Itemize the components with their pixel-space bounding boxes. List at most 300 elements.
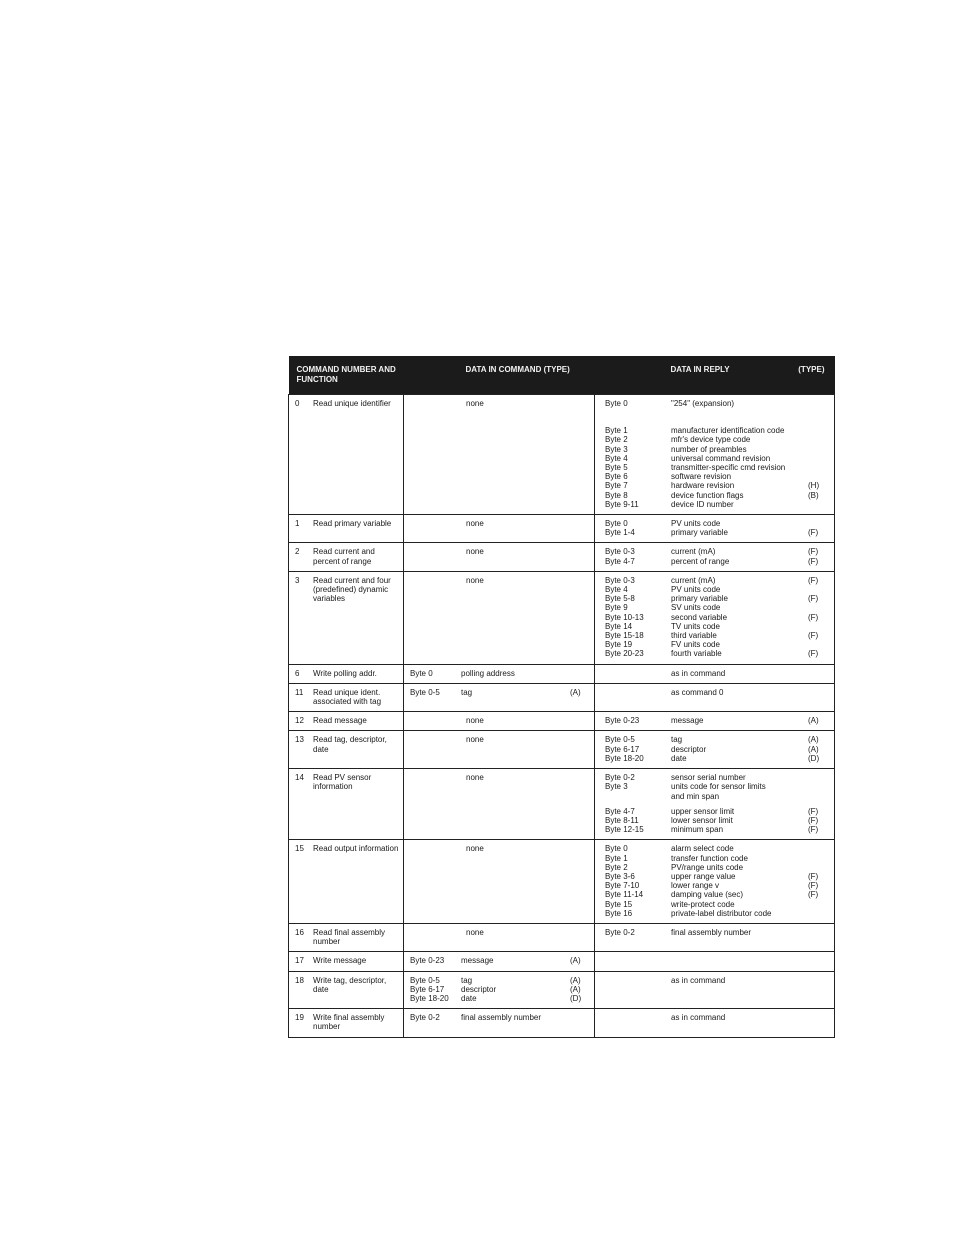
reply-data-line (605, 649, 830, 658)
command-data-line (410, 976, 590, 985)
data-type: (D) (570, 993, 582, 1003)
command-table-container (288, 356, 834, 1038)
data-description: device ID number (671, 499, 734, 509)
table-row (289, 515, 835, 543)
data-description: current (mA) (671, 547, 716, 557)
data-type (808, 976, 830, 985)
reply-data-line (605, 792, 830, 801)
header-data-in-command (404, 356, 595, 395)
data-description: transmitter-specific cmd revision (671, 463, 786, 473)
byte-range: Byte 5-8 (605, 594, 635, 604)
byte-range: Byte 8 (605, 490, 628, 500)
data-description: current (mA) (671, 575, 716, 585)
reply-data-line (605, 435, 830, 444)
data-type (570, 735, 590, 744)
byte-range: Byte 0-5 (605, 735, 635, 745)
command-data-line (410, 735, 590, 744)
byte-range: Byte 18-20 (410, 993, 449, 1003)
command-function: Write polling addr. (313, 668, 377, 678)
data-in-command-cell (404, 840, 595, 924)
command-number: 6 (295, 668, 300, 678)
reply-data-line (605, 735, 830, 744)
table-row (289, 712, 835, 731)
reply-data-line (605, 881, 830, 890)
data-type: (A) (570, 687, 581, 697)
command-number: 19 (295, 1013, 304, 1023)
command-function: Read message (313, 716, 367, 726)
reply-data-line (605, 613, 830, 622)
reply-data-line (605, 854, 830, 863)
data-in-command-cell (404, 952, 595, 971)
byte-range: Byte 4 (605, 453, 628, 463)
data-description: message (671, 716, 704, 726)
byte-range: Byte 15-18 (605, 631, 644, 641)
data-description: lower sensor limit (671, 815, 733, 825)
byte-range: Byte 1-4 (605, 528, 635, 538)
data-description: upper range value (671, 871, 736, 881)
data-in-reply-cell (595, 769, 835, 840)
byte-range: Byte 10-13 (605, 612, 644, 622)
table-row (289, 731, 835, 769)
data-description: PV units code (671, 519, 721, 529)
data-description: PV/range units code (671, 862, 744, 872)
byte-range: Byte 4-7 (605, 806, 635, 816)
command-function: Read PV sensor information (313, 773, 372, 792)
data-description: date (671, 753, 687, 763)
byte-range: Byte 9-11 (605, 499, 639, 509)
table-row (289, 923, 835, 951)
data-type (808, 792, 830, 801)
data-type: (F) (808, 547, 819, 557)
byte-range: Byte 6 (605, 472, 628, 482)
byte-range: Byte 11-14 (605, 890, 644, 900)
byte-range: Byte 7-10 (605, 881, 640, 891)
byte-range: Byte 0-2 (605, 773, 635, 783)
data-type (808, 863, 830, 872)
data-type (808, 669, 830, 678)
data-type (570, 519, 590, 528)
data-description: primary variable (671, 594, 728, 604)
data-type (808, 773, 830, 782)
byte-range: Byte 0 (605, 844, 628, 854)
data-in-command-cell (404, 571, 595, 664)
data-type: (F) (808, 594, 819, 604)
data-type: (F) (808, 825, 819, 835)
data-type (808, 519, 830, 528)
reply-data-line (605, 603, 830, 612)
data-type: (F) (808, 631, 819, 641)
command-function-cell (289, 571, 404, 664)
reply-data-line (605, 622, 830, 631)
byte-range: Byte 20-23 (605, 649, 644, 659)
data-in-command-cell (404, 1009, 595, 1037)
data-description: second variable (671, 612, 728, 622)
command-function-cell (289, 952, 404, 971)
command-function-cell (289, 543, 404, 571)
byte-range: Byte 1 (605, 853, 628, 863)
byte-range: Byte 0-5 (410, 687, 440, 697)
data-type: (A) (808, 716, 819, 726)
command-function: Read final assembly number (313, 927, 386, 947)
data-in-command-cell (404, 731, 595, 769)
data-in-reply-cell (595, 952, 835, 971)
byte-range: Byte 4-7 (605, 556, 635, 566)
data-type: (F) (808, 806, 819, 816)
byte-range: Byte 4 (605, 585, 628, 595)
command-function-cell (289, 923, 404, 951)
command-data-line (410, 1013, 590, 1022)
byte-range: Byte 19 (605, 640, 633, 650)
data-in-reply-cell (595, 731, 835, 769)
data-type (808, 909, 830, 918)
command-function-cell (289, 712, 404, 731)
command-function-cell (289, 971, 404, 1009)
table-header-row (289, 356, 835, 395)
data-description: as command 0 (671, 687, 724, 697)
table-body (289, 395, 835, 1038)
data-type (570, 773, 590, 782)
data-in-command-cell (404, 395, 595, 515)
data-description: none (466, 735, 484, 745)
data-in-reply-cell (595, 664, 835, 683)
data-description: descriptor (461, 984, 497, 994)
command-data-line (410, 688, 590, 697)
data-in-reply-cell (595, 683, 835, 711)
data-description: tag (461, 687, 473, 697)
reply-data-line (605, 754, 830, 763)
spacer (605, 408, 830, 426)
data-description: and min span (671, 791, 720, 801)
data-type: (F) (808, 575, 819, 585)
data-type: (D) (808, 753, 820, 763)
command-number: 1 (295, 519, 300, 529)
reply-data-line (605, 557, 830, 566)
reply-data-line (605, 890, 830, 899)
command-data-line (410, 928, 590, 937)
table-row (289, 571, 835, 664)
header-col3-label: DATA IN REPLY (670, 365, 730, 374)
command-function: Read current and percent of range (313, 547, 375, 566)
command-number: 3 (295, 575, 300, 585)
byte-range: Byte 6-17 (605, 744, 640, 754)
byte-range (605, 688, 671, 697)
data-type (808, 782, 830, 791)
data-description: device function flags (671, 490, 744, 500)
byte-range: Byte 2 (605, 862, 628, 872)
reply-data-line (605, 576, 830, 585)
table-row (289, 971, 835, 1009)
data-in-reply-cell (595, 712, 835, 731)
data-type (808, 463, 830, 472)
data-type (808, 585, 830, 594)
data-description: minimum span (671, 825, 724, 835)
data-description: universal command revision (671, 453, 771, 463)
command-function-cell (289, 515, 404, 543)
byte-range: Byte 3 (605, 782, 628, 792)
data-type (570, 1013, 590, 1022)
data-in-reply-cell (595, 971, 835, 1009)
data-description: none (466, 844, 484, 854)
byte-range (605, 792, 671, 801)
reply-data-line (605, 500, 830, 509)
data-in-reply-cell (595, 840, 835, 924)
data-description: tag (461, 975, 473, 985)
command-number: 12 (295, 716, 304, 726)
data-description: fourth variable (671, 649, 722, 659)
byte-range: Byte 0-5 (410, 975, 440, 985)
command-data-line (410, 576, 590, 585)
data-description: final assembly number (461, 1013, 542, 1023)
reply-data-line (605, 745, 830, 754)
hart-command-table (288, 356, 835, 1038)
command-function: Read output information (313, 844, 399, 854)
reply-data-line (605, 816, 830, 825)
data-type (808, 844, 830, 853)
command-function-cell (289, 683, 404, 711)
data-in-reply-cell (595, 1009, 835, 1037)
reply-data-line (605, 547, 830, 556)
reply-data-line (605, 463, 830, 472)
data-type: (F) (808, 890, 819, 900)
reply-data-line (605, 688, 830, 697)
command-function: Read primary variable (313, 519, 392, 529)
data-type (808, 445, 830, 454)
header-col2-type: (TYPE) (543, 365, 570, 374)
byte-range: Byte 0-3 (605, 575, 635, 585)
reply-data-line (605, 825, 830, 834)
table-row (289, 1009, 835, 1037)
reply-data-line (605, 773, 830, 782)
command-data-line (410, 547, 590, 556)
data-description: damping value (sec) (671, 890, 744, 900)
reply-data-line (605, 491, 830, 500)
command-data-line (410, 956, 590, 965)
data-description: primary variable (671, 528, 728, 538)
data-in-command-cell (404, 664, 595, 683)
byte-range (605, 976, 671, 985)
data-description: TV units code (671, 621, 720, 631)
command-number: 15 (295, 844, 304, 854)
reply-data-line (605, 472, 830, 481)
header-col2-label: DATA IN COMMAND (465, 365, 542, 374)
data-type: (A) (808, 735, 819, 745)
data-type (808, 622, 830, 631)
reply-data-line (605, 716, 830, 725)
command-function-cell (289, 1009, 404, 1037)
data-type (808, 399, 830, 408)
command-function: Read tag, descriptor, date (313, 735, 387, 754)
byte-range: Byte 0-3 (605, 547, 635, 557)
data-in-command-cell (404, 971, 595, 1009)
command-data-line (410, 399, 590, 408)
table-row (289, 664, 835, 683)
data-description: none (466, 547, 484, 557)
data-type: (F) (808, 815, 819, 825)
byte-range: Byte 0 (410, 668, 433, 678)
reply-data-line (605, 594, 830, 603)
reply-data-line (605, 631, 830, 640)
byte-range: Byte 2 (605, 435, 628, 445)
reply-data-line (605, 844, 830, 853)
byte-range: Byte 15 (605, 899, 633, 909)
data-description: units code for sensor limits (671, 782, 766, 792)
data-type (570, 844, 590, 853)
command-function: Write final assembly number (313, 1013, 385, 1032)
data-description: private-label distributor code (671, 908, 772, 918)
data-type (808, 426, 830, 435)
data-type (808, 900, 830, 909)
data-type: (F) (808, 871, 819, 881)
data-description: hardware revision (671, 481, 735, 491)
command-function-cell (289, 395, 404, 515)
command-data-line (410, 994, 590, 1003)
byte-range: Byte 18-20 (605, 753, 644, 763)
reply-data-line (605, 872, 830, 881)
data-type (570, 716, 590, 725)
byte-range: Byte 3 (605, 444, 628, 454)
data-description: as in command (671, 668, 726, 678)
data-description: none (466, 716, 484, 726)
data-in-command-cell (404, 769, 595, 840)
data-description: none (466, 773, 484, 783)
data-in-reply-cell (595, 571, 835, 664)
data-description: number of preambles (671, 444, 747, 454)
byte-range: Byte 12-15 (605, 825, 644, 835)
command-number: 18 (295, 975, 304, 985)
byte-range: Byte 1 (605, 426, 628, 436)
data-in-command-cell (404, 543, 595, 571)
data-in-command-cell (404, 712, 595, 731)
data-type (570, 399, 590, 408)
data-description: PV units code (671, 585, 721, 595)
data-description: none (466, 927, 484, 937)
byte-range: Byte 9 (605, 603, 628, 613)
table-row (289, 952, 835, 971)
data-type (808, 640, 830, 649)
byte-range: Byte 0-2 (605, 927, 635, 937)
data-type (570, 928, 590, 937)
reply-data-line (605, 519, 830, 528)
data-type (808, 500, 830, 509)
command-number: 2 (295, 547, 300, 557)
data-in-reply-cell (595, 923, 835, 951)
data-description: percent of range (671, 556, 730, 566)
data-in-reply-cell (595, 395, 835, 515)
data-in-command-cell (404, 923, 595, 951)
data-type (808, 854, 830, 863)
byte-range: Byte 0-23 (410, 956, 445, 966)
header-data-in-reply (595, 356, 835, 395)
data-type: (B) (808, 490, 819, 500)
data-type (808, 928, 830, 937)
command-function-cell (289, 731, 404, 769)
reply-data-line (605, 976, 830, 985)
byte-range: Byte 14 (605, 621, 633, 631)
data-type: (A) (570, 975, 581, 985)
reply-data-line (605, 481, 830, 490)
data-in-command-cell (404, 683, 595, 711)
data-type: (A) (570, 956, 581, 966)
data-type: (A) (570, 984, 581, 994)
byte-range: Byte 6-17 (410, 984, 445, 994)
data-description: FV units code (671, 640, 720, 650)
command-number: 13 (295, 735, 304, 745)
data-description: none (466, 519, 484, 529)
data-type: (F) (808, 881, 819, 891)
byte-range: Byte 0-2 (410, 1013, 440, 1023)
table-row (289, 769, 835, 840)
byte-range: Byte 5 (605, 463, 628, 473)
reply-data-line (605, 863, 830, 872)
data-type: (F) (808, 612, 819, 622)
command-number: 11 (295, 687, 304, 697)
reply-data-line (605, 640, 830, 649)
command-data-line (410, 773, 590, 782)
reply-data-line (605, 1013, 830, 1022)
data-type: (A) (808, 744, 819, 754)
data-type (808, 1013, 830, 1022)
command-function: Write message (313, 956, 367, 966)
data-in-reply-cell (595, 543, 835, 571)
reply-data-line (605, 807, 830, 816)
reply-data-line (605, 399, 830, 408)
data-type (808, 688, 830, 697)
reply-data-line (605, 528, 830, 537)
data-description: "254" (expansion) (671, 399, 735, 408)
command-function-cell (289, 664, 404, 683)
header-command-number (289, 356, 404, 395)
table-row (289, 683, 835, 711)
data-type (808, 472, 830, 481)
table-row (289, 840, 835, 924)
data-description: transfer function code (671, 853, 748, 863)
reply-data-line (605, 669, 830, 678)
byte-range (605, 1013, 671, 1022)
data-description: none (466, 575, 484, 585)
command-function-cell (289, 840, 404, 924)
data-description: tag (671, 735, 683, 745)
table-row (289, 543, 835, 571)
command-function: Read unique identifier (313, 399, 391, 408)
command-data-line (410, 669, 590, 678)
header-col3-type: (TYPE) (798, 365, 825, 374)
command-data-line (410, 716, 590, 725)
byte-range: Byte 7 (605, 481, 628, 491)
byte-range: Byte 0 (605, 519, 628, 529)
data-description: polling address (461, 668, 515, 678)
data-description: final assembly number (671, 927, 752, 937)
data-description: alarm select code (671, 844, 734, 854)
byte-range: Byte 3-6 (605, 871, 635, 881)
data-description: lower range v (671, 881, 720, 891)
command-function: Read current and four (predefined) dynamic variables (313, 575, 391, 604)
data-description: manufacturer identification code (671, 426, 785, 436)
data-description: mfr's device type code (671, 435, 751, 445)
command-number: 16 (295, 927, 304, 937)
data-description: as in command (671, 975, 726, 985)
reply-data-line (605, 928, 830, 937)
reply-data-line (605, 454, 830, 463)
data-type: (H) (808, 481, 820, 491)
command-data-line (410, 519, 590, 528)
data-type: (F) (808, 649, 819, 659)
data-type (808, 454, 830, 463)
data-description: software revision (671, 472, 732, 482)
command-function: Read unique ident. associated with tag (313, 687, 382, 707)
byte-range (605, 669, 671, 678)
command-function: Write tag, descriptor, date (313, 975, 387, 994)
table-row (289, 395, 835, 515)
